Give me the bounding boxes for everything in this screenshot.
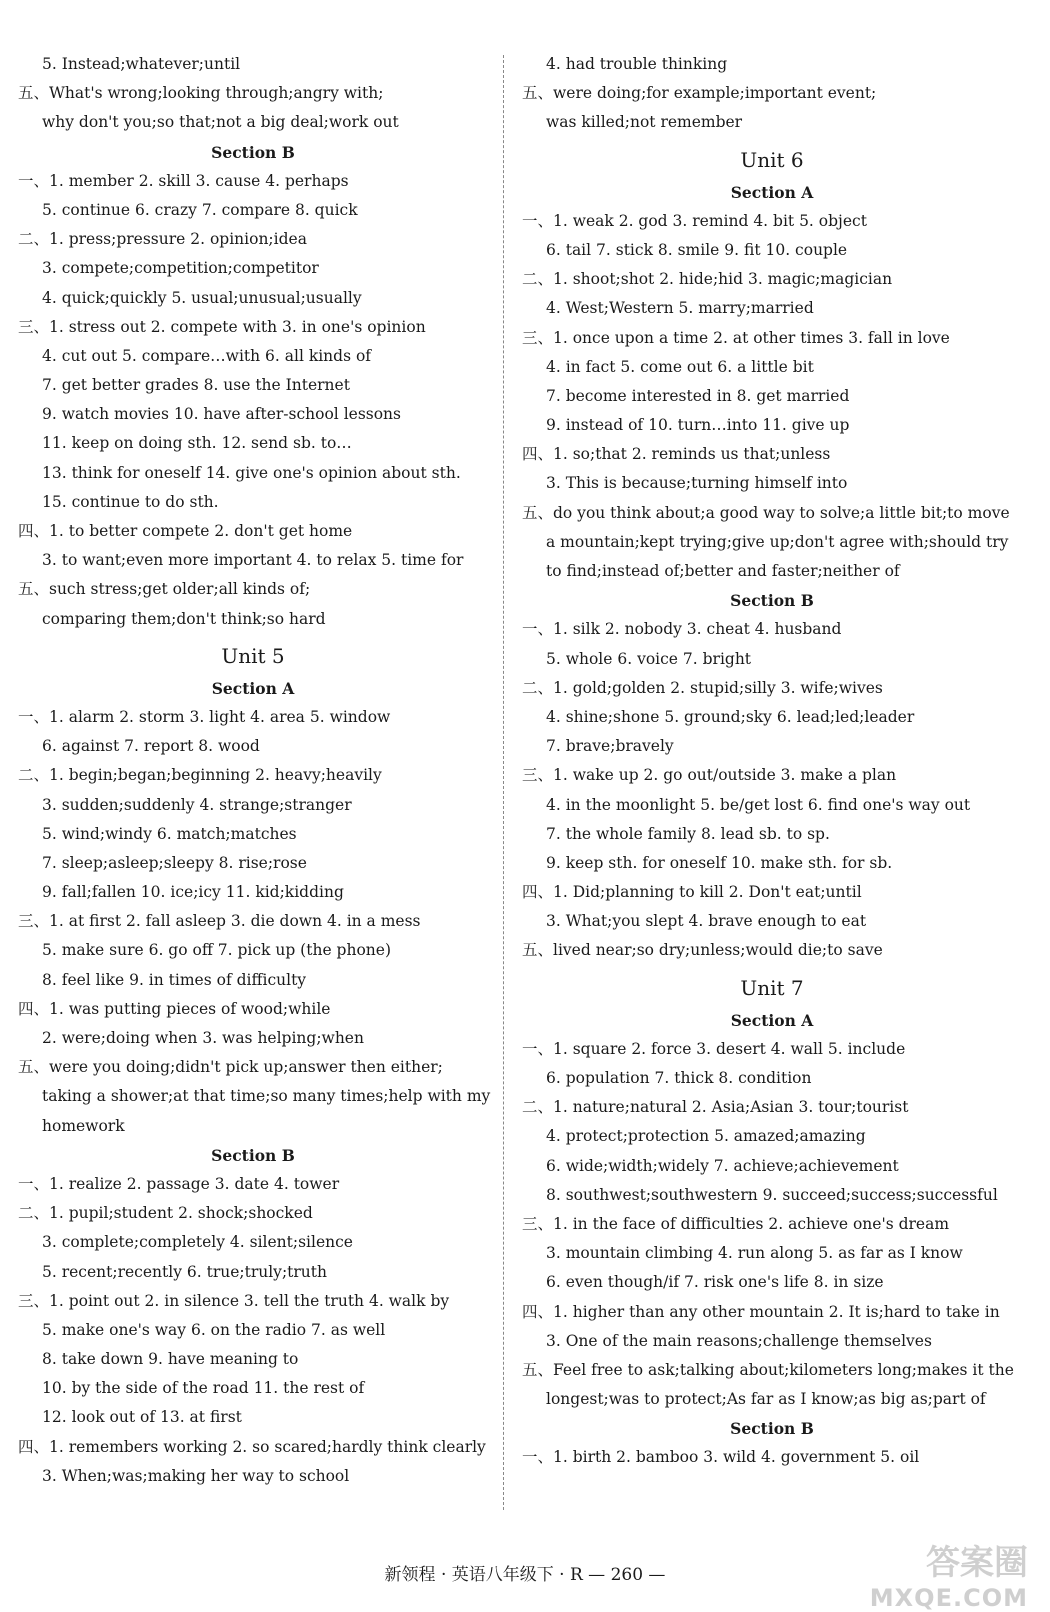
answer-line: 5. make one's way 6. on the radio 7. as well: [42, 1320, 386, 1339]
answer-line: 一、1. square 2. force 3. desert 4. wall 5. include: [522, 1039, 906, 1058]
answer-line: 五、Feel free to ask;talking about;kilometers long;makes it the: [522, 1360, 1014, 1379]
answer-line: 三、1. stress out 2. compete with 3. in one's opinion: [18, 317, 426, 336]
answer-line: 4. shine;shone 5. ground;sky 6. lead;led;leader: [546, 707, 915, 726]
answer-line: 三、1. in the face of difficulties 2. achieve one's dream: [522, 1214, 950, 1233]
section-heading: Section B: [211, 142, 295, 162]
answer-line: to find;instead of;better and faster;neither of: [546, 562, 900, 580]
answer-line: 4. West;Western 5. marry;married: [546, 299, 814, 318]
answer-line: 3. When;was;making her way to school: [42, 1466, 350, 1485]
right-column: [522, 50, 1022, 1473]
answer-line: 9. fall;fallen 10. ice;icy 11. kid;kidding: [42, 883, 344, 902]
answer-line: 三、1. at first 2. fall asleep 3. die down 4. in a mess: [18, 912, 421, 931]
section-heading: Section A: [730, 1010, 814, 1030]
answer-line: 5. make sure 6. go off 7. pick up (the phone): [42, 941, 391, 960]
answer-line: 9. watch movies 10. have after-school lessons: [42, 405, 401, 424]
answer-line: 3. complete;completely 4. silent;silence: [42, 1233, 353, 1252]
answer-line: 13. think for oneself 14. give one's opinion about sth.: [42, 463, 461, 482]
answer-line: 5. wind;windy 6. match;matches: [42, 824, 297, 843]
answer-line: was killed;not remember: [546, 113, 743, 132]
answer-line: 四、1. higher than any other mountain 2. It is;hard to take in: [522, 1302, 1000, 1321]
answer-line: 9. instead of 10. turn…into 11. give up: [546, 416, 850, 435]
answer-line: 三、1. point out 2. in silence 3. tell the truth 4. walk by: [18, 1291, 450, 1310]
answer-line: 一、1. alarm 2. storm 3. light 4. area 5. window: [18, 707, 391, 726]
answer-line: 四、1. to better compete 2. don't get home: [18, 522, 353, 540]
answer-line: homework: [42, 1116, 125, 1135]
answer-line: 五、do you think about;a good way to solve;a little bit;to move: [522, 503, 1010, 522]
answer-line: 6. population 7. thick 8. condition: [546, 1069, 812, 1087]
answer-line: a mountain;kept trying;give up;don't agree with;should try: [546, 532, 1009, 551]
answer-line: 4. cut out 5. compare…with 6. all kinds of: [42, 346, 372, 365]
left-column: [18, 50, 491, 1491]
answer-line: 3. sudden;suddenly 4. strange;stranger: [42, 795, 352, 814]
answer-line: 7. the whole family 8. lead sb. to sp.: [546, 824, 830, 843]
answer-line: 四、1. was putting pieces of wood;while: [18, 999, 331, 1018]
answer-line: comparing them;don't think;so hard: [42, 609, 326, 628]
answer-line: 3. One of the main reasons;challenge themselves: [546, 1331, 932, 1350]
answer-line: 5. recent;recently 6. true;truly;truth: [42, 1262, 327, 1281]
answer-line: 6. tail 7. stick 8. smile 9. fit 10. couple: [546, 240, 848, 259]
answer-line: 3. to want;even more important 4. to relax 5. time for: [42, 551, 464, 570]
section-heading: Section B: [730, 1419, 814, 1439]
answer-line: 8. southwest;southwestern 9. succeed;success;successful: [546, 1185, 998, 1204]
answer-line: 11. keep on doing sth. 12. send sb. to…: [42, 434, 352, 453]
answer-line: 一、1. silk 2. nobody 3. cheat 4. husband: [522, 620, 842, 639]
section-heading: Section A: [730, 182, 814, 202]
answer-line: 5. continue 6. crazy 7. compare 8. quick: [42, 200, 358, 219]
answer-line: 3. mountain climbing 4. run along 5. as far as I know: [546, 1244, 963, 1263]
answer-line: 二、1. begin;began;beginning 2. heavy;heavily: [18, 766, 382, 785]
answer-line: 2. were;doing when 3. was helping;when: [42, 1029, 364, 1047]
section-heading: Section B: [730, 591, 814, 611]
unit-heading: Unit 5: [221, 643, 285, 668]
answer-line: 7. get better grades 8. use the Internet: [42, 376, 350, 395]
answer-line: 3. compete;competition;competitor: [42, 259, 319, 278]
answer-line: 三、1. once upon a time 2. at other times 3. fall in love: [522, 328, 950, 347]
answer-line: 8. feel like 9. in times of difficulty: [42, 970, 307, 989]
answer-line: 7. sleep;asleep;sleepy 8. rise;rose: [42, 853, 307, 872]
answer-line: 五、What's wrong;looking through;angry with;: [18, 84, 384, 103]
answer-line: 4. in fact 5. come out 6. a little bit: [546, 357, 814, 376]
answer-line: 一、1. member 2. skill 3. cause 4. perhaps: [18, 171, 349, 190]
answer-line: 7. become interested in 8. get married: [546, 386, 850, 405]
answer-line: 二、1. gold;golden 2. stupid;silly 3. wife;wives: [522, 678, 883, 697]
answer-line: 6. even though/if 7. risk one's life 8. in size: [546, 1273, 884, 1292]
answer-line: 15. continue to do sth.: [42, 492, 219, 511]
answer-line: 6. wide;width;widely 7. achieve;achievement: [546, 1156, 899, 1175]
section-heading: Section A: [211, 678, 295, 698]
answer-line: 5. Instead;whatever;until: [42, 55, 241, 73]
answer-line: 四、1. remembers working 2. so scared;hardly think clearly: [18, 1437, 486, 1456]
answer-line: 五、such stress;get older;all kinds of;: [18, 580, 311, 599]
answer-line: 五、were doing;for example;important event;: [522, 84, 877, 103]
answer-line: 一、1. realize 2. passage 3. date 4. tower: [18, 1174, 340, 1193]
answer-line: 9. keep sth. for oneself 10. make sth. for sb.: [546, 853, 893, 872]
answer-line: 4. in the moonlight 5. be/get lost 6. find one's way out: [546, 795, 971, 814]
answer-line: 8. take down 9. have meaning to: [42, 1350, 299, 1369]
answer-line: 四、1. so;that 2. reminds us that;unless: [522, 445, 831, 464]
watermark-en: MXQE.COM: [869, 1584, 1028, 1612]
answer-line: 3. What;you slept 4. brave enough to eat: [546, 912, 867, 931]
unit-heading: Unit 7: [740, 975, 804, 1000]
answer-line: 一、1. weak 2. god 3. remind 4. bit 5. object: [522, 211, 867, 230]
answer-line: 4. had trouble thinking: [546, 55, 728, 73]
unit-heading: Unit 6: [740, 147, 804, 172]
watermark: [870, 1535, 1028, 1612]
answer-line: 一、1. birth 2. bamboo 3. wild 4. government 5. oil: [522, 1448, 920, 1467]
answer-line: 4. quick;quickly 5. usual;unusual;usually: [42, 288, 362, 307]
answer-line: 五、were you doing;didn't pick up;answer then either;: [18, 1058, 443, 1077]
answer-line: 7. brave;bravely: [546, 737, 674, 756]
answer-line: 12. look out of 13. at first: [42, 1408, 242, 1427]
answer-line: longest;was to protect;As far as I know;as big as;part of: [546, 1390, 986, 1409]
answer-line: 三、1. wake up 2. go out/outside 3. make a plan: [522, 766, 897, 785]
answer-line: 10. by the side of the road 11. the rest of: [42, 1379, 365, 1398]
answer-line: 二、1. nature;natural 2. Asia;Asian 3. tour;tourist: [522, 1098, 909, 1117]
answer-line: 6. against 7. report 8. wood: [42, 737, 260, 756]
answer-line: 4. protect;protection 5. amazed;amazing: [546, 1127, 866, 1146]
answer-line: 二、1. shoot;shot 2. hide;hid 3. magic;magician: [522, 270, 893, 289]
column-divider: [503, 55, 504, 1510]
answer-line: 四、1. Did;planning to kill 2. Don't eat;until: [522, 883, 862, 902]
answer-line: why don't you;so that;not a big deal;work out: [42, 113, 399, 132]
answer-line: 二、1. press;pressure 2. opinion;idea: [18, 230, 307, 249]
watermark-cn: 答案圈: [926, 1543, 1028, 1583]
section-heading: Section B: [211, 1145, 295, 1165]
answer-line: 5. whole 6. voice 7. bright: [546, 649, 752, 668]
answer-line: taking a shower;at that time;so many times;help with my: [42, 1087, 491, 1106]
answer-line: 3. This is because;turning himself into: [546, 474, 848, 493]
answer-line: 二、1. pupil;student 2. shock;shocked: [18, 1204, 313, 1223]
answer-line: 五、lived near;so dry;unless;would die;to save: [522, 941, 883, 960]
page-footer: 新领程 · 英语八年级下 · R — 260 —: [384, 1565, 666, 1585]
